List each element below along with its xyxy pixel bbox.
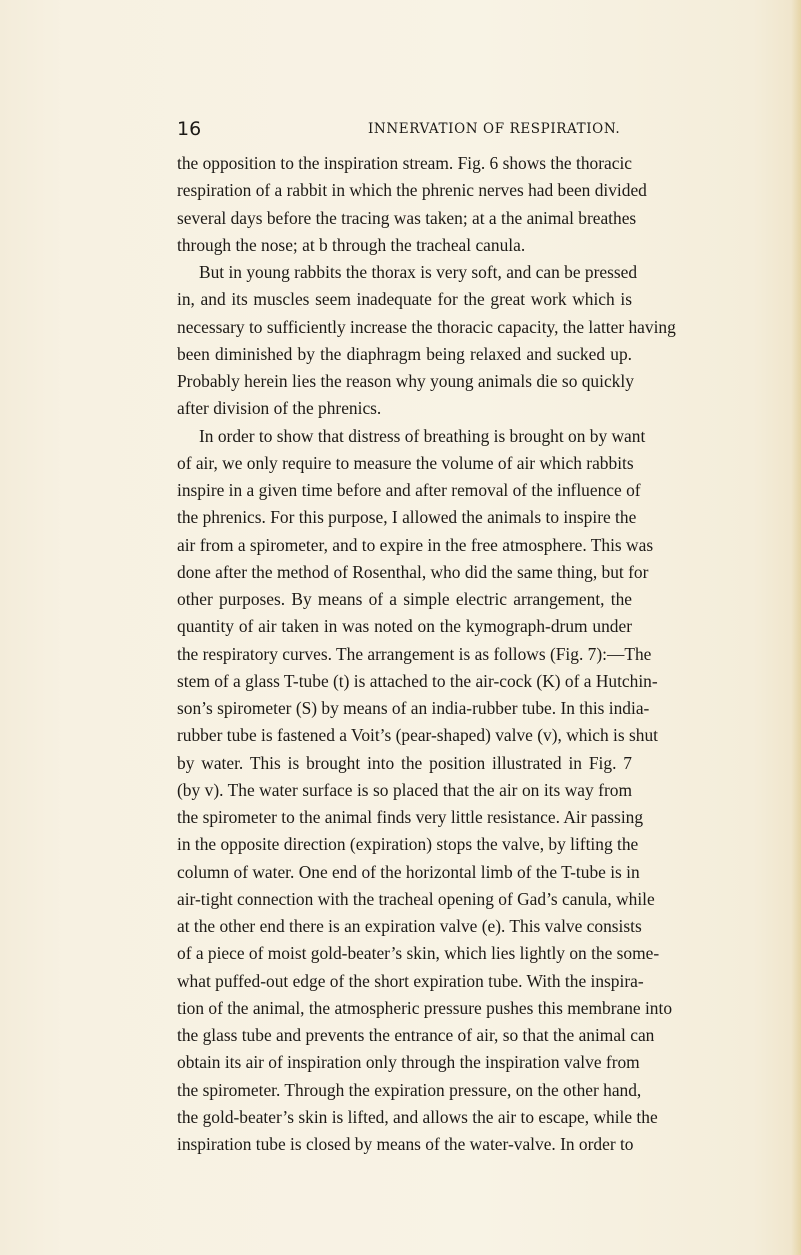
page-number: 16 [177, 118, 202, 140]
text-line: stem of a glass T-tube (t) is attached to the air-cock (K) of a Hutchin- [177, 670, 658, 691]
text-line: been diminished by the diaphragm being relaxed and sucked up. [177, 343, 632, 364]
text-line: by water. This is brought into the position illustrated in Fig. 7 [177, 752, 632, 773]
text-line: air from a spirometer, and to expire in the free atmosphere. This was [177, 534, 654, 555]
text-line: But in young rabbits the thorax is very soft, and can be pressed [199, 262, 638, 282]
text-line: done after the method of Rosenthal, who did the same thing, but for [177, 561, 649, 582]
text-line: the respiratory curves. The arrangement is as follows (Fig. 7):—The [177, 643, 652, 664]
text-line: at the other end there is an expiration valve (e). This valve consists [177, 916, 642, 936]
text-line: what puffed-out edge of the short expiration tube. With the inspira- [177, 970, 644, 991]
text-line: column of water. One end of the horizontal limb of the T-tube is in [177, 861, 640, 882]
text-line: obtain its air of inspiration only through the inspiration valve from [177, 1052, 640, 1073]
page-header [0, 118, 801, 142]
text-line: through the nose; at b through the tracheal canula. [177, 234, 526, 255]
text-line: the opposition to the inspiration stream. Fig. 6 shows the thoracic [177, 153, 632, 173]
text-line: In order to show that distress of breathing is brought on by want [199, 425, 646, 446]
text-line: (by v). The water surface is so placed that the air on its way from [177, 779, 632, 800]
text-line: quantity of air taken in was noted on the kymograph-drum under [177, 616, 632, 637]
text-line: after division of the phrenics. [177, 398, 382, 419]
text-line: other purposes. By means of a simple electric arrangement, the [177, 589, 632, 609]
text-line: rubber tube is fastened a Voit’s (pear-shaped) valve (v), which is shut [177, 725, 658, 746]
text-line: of a piece of moist gold-beater’s skin, which lies lightly on the some- [177, 943, 660, 964]
text-line: the gold-beater’s skin is lifted, and allows the air to escape, while the [177, 1106, 658, 1127]
body-text [177, 150, 676, 1158]
text-line: Probably herein lies the reason why young animals die so quickly [177, 371, 634, 391]
page-edge-shading [791, 0, 801, 1255]
running-head: INNERVATION OF RESPIRATION. [368, 121, 621, 137]
text-line: inspire in a given time before and after removal of the influence of [177, 480, 641, 500]
text-line: the spirometer. Through the expiration pressure, on the other hand, [177, 1079, 642, 1100]
text-line: the glass tube and prevents the entrance of air, so that the animal can [177, 1025, 655, 1045]
text-line: inspiration tube is closed by means of the water-valve. In order to [177, 1134, 634, 1154]
text-line: the spirometer to the animal finds very little resistance. Air passing [177, 807, 644, 827]
text-line: the phrenics. For this purpose, I allowed the animals to inspire the [177, 507, 637, 528]
text-line: tion of the animal, the atmospheric pressure pushes this membrane into [177, 997, 673, 1018]
text-line: in, and its muscles seem inadequate for the great work which is [177, 289, 632, 310]
text-line: respiration of a rabbit in which the phrenic nerves had been divided [177, 180, 647, 201]
text-line: air-tight connection with the tracheal opening of Gad’s canula, while [177, 888, 655, 909]
text-line: of air, we only require to measure the volume of air which rabbits [177, 452, 634, 473]
text-line: in the opposite direction (expiration) stops the valve, by lifting the [177, 834, 639, 855]
text-line: several days before the tracing was taken; at a the animal breathes [177, 207, 637, 228]
text-line: son’s spirometer (S) by means of an india-rubber tube. In this india- [177, 698, 650, 718]
text-line: necessary to sufficiently increase the thoracic capacity, the latter having [177, 316, 676, 337]
